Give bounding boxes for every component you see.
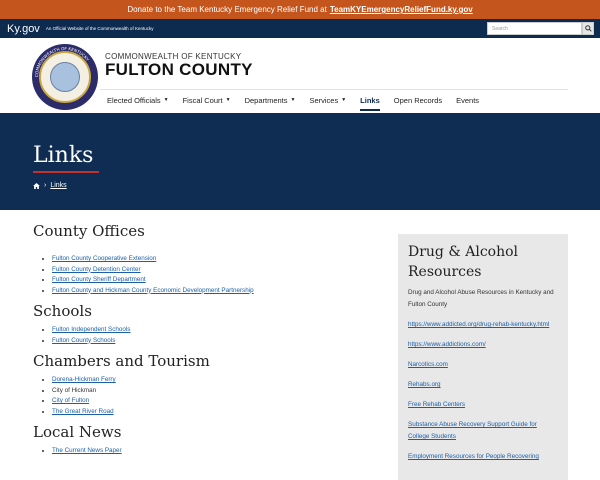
kygov-tagline: An Official Website of the Commonwealth of Kentucky: [45, 26, 154, 31]
sidebar-intro: Drug and Alcohol Abuse Resources in Kentucky and Fulton County: [408, 289, 554, 308]
list-item: [52, 265, 373, 276]
caret-down-icon: ▼: [225, 97, 231, 103]
main-nav: [100, 89, 486, 111]
nav-item-elected-officials[interactable]: [107, 89, 169, 111]
sidebar-title: Drug & Alcohol Resources: [408, 244, 519, 280]
breadcrumb-current[interactable]: Links: [50, 182, 67, 189]
list-text: City of Hickman: [52, 386, 97, 394]
donate-link[interactable]: TeamKYEmergencyReliefFund.ky.gov: [329, 5, 473, 14]
resource-link[interactable]: Fulton County Detention Center: [52, 265, 141, 273]
sidebar-links: [408, 319, 558, 463]
home-icon[interactable]: [33, 183, 40, 189]
drug-alcohol-sidebar: [398, 234, 568, 480]
resource-link[interactable]: Fulton County Cooperative Extension: [52, 255, 157, 262]
nav-item-fiscal-court[interactable]: [183, 89, 231, 111]
list-item: [52, 336, 373, 347]
sidebar-link[interactable]: Substance Abuse Recovery Support Guide for College Students: [408, 421, 537, 440]
seal-ring: [32, 44, 98, 110]
nav-item-events[interactable]: [456, 89, 479, 111]
nav-item-links[interactable]: [360, 89, 380, 111]
section-title: Local News: [33, 423, 122, 441]
list-item: [52, 375, 373, 386]
kygov-bar: [0, 19, 600, 38]
caret-down-icon: ▼: [163, 97, 169, 103]
resource-link[interactable]: Fulton County Sheriff Department: [52, 276, 146, 283]
search-icon: [585, 25, 592, 32]
svg-text:COMMONWEALTH OF KENTUCKY: COMMONWEALTH OF KENTUCKY: [33, 45, 91, 78]
breadcrumb-separator: ›: [44, 182, 47, 189]
caret-down-icon: ▼: [290, 97, 296, 103]
page-title: Links: [33, 143, 94, 168]
list-item: [52, 286, 373, 297]
search-button[interactable]: [582, 22, 594, 35]
list-item: [52, 275, 373, 286]
title-underline: [33, 171, 99, 173]
list-item: [52, 325, 373, 336]
link-list: [52, 325, 373, 346]
section-title: County Offices: [33, 222, 145, 240]
links-content: [33, 222, 373, 463]
nav-item-label: Links: [360, 95, 380, 105]
link-list: [52, 375, 373, 417]
resource-link[interactable]: Fulton County Schools: [52, 336, 116, 344]
caret-down-icon: ▼: [341, 97, 347, 103]
resource-link[interactable]: The Current News Paper: [52, 447, 122, 454]
county-seal[interactable]: [32, 44, 98, 110]
county-title[interactable]: FULTON COUNTY: [105, 60, 253, 79]
sidebar-link[interactable]: https://www.addicted.org/drug-rehab-kentucky.html: [408, 321, 550, 328]
resource-link[interactable]: City of Fulton: [52, 397, 90, 404]
link-list: [52, 254, 373, 296]
search-input[interactable]: Search: [487, 22, 582, 35]
list-item: [52, 446, 373, 457]
list-item: [52, 396, 373, 407]
commonwealth-label: COMMONWEALTH OF KENTUCKY: [105, 52, 242, 61]
nav-item-label: Open Records: [393, 95, 443, 105]
sidebar-link[interactable]: Free Rehab Centers: [408, 401, 466, 408]
list-item: [52, 407, 373, 418]
resource-link[interactable]: Fulton County and Hickman County Economic Development Partnership: [52, 286, 254, 294]
list-item: [52, 254, 373, 265]
section-title: Chambers and Tourism: [33, 352, 210, 370]
nav-item-label: Elected Officials: [107, 95, 161, 105]
nav-item-departments[interactable]: [245, 89, 296, 111]
nav-item-label: Events: [456, 95, 480, 105]
page-hero: [0, 113, 600, 210]
nav-item-label: Departments: [244, 95, 288, 105]
sidebar-link[interactable]: Rehabs.org: [408, 381, 441, 388]
nav-item-label: Fiscal Court: [182, 95, 223, 105]
sidebar-link[interactable]: Narcotics.com: [408, 361, 448, 368]
nav-item-open-records[interactable]: [394, 89, 442, 111]
breadcrumb: [33, 182, 67, 189]
donate-text: Donate to the Team Kentucky Emergency Relief Fund at: [127, 5, 327, 14]
nav-item-services[interactable]: [309, 89, 346, 111]
link-list: [52, 446, 373, 457]
kygov-logo[interactable]: Ky.gov: [7, 22, 40, 35]
section-title: Schools: [33, 302, 92, 320]
sidebar-link[interactable]: Employment Resources for People Recovering: [408, 453, 539, 460]
resource-link[interactable]: The Great River Road: [52, 407, 114, 415]
resource-link[interactable]: Dorena-Hickman Ferry: [52, 376, 116, 383]
sidebar-link[interactable]: https://www.addictions.com/: [408, 341, 486, 348]
list-item: [52, 386, 373, 397]
site-header: [0, 38, 600, 113]
nav-item-label: Services: [309, 95, 339, 105]
donate-banner: [0, 0, 600, 19]
resource-link[interactable]: Fulton Independent Schools: [52, 326, 131, 333]
